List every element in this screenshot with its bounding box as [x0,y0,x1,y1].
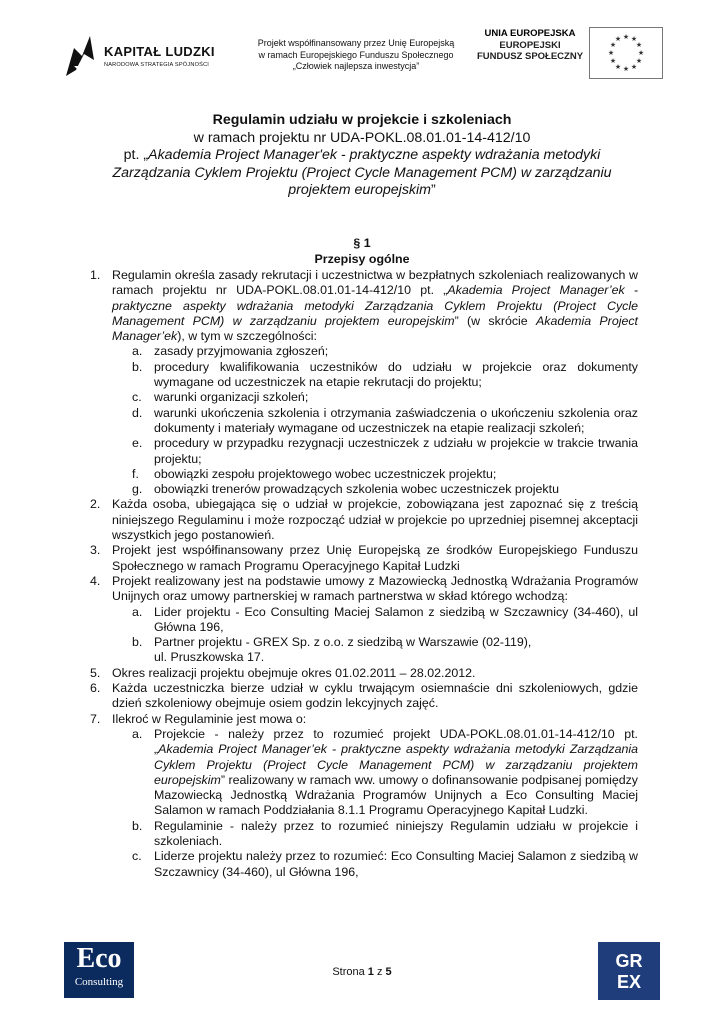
cofinancing-note [236,38,476,73]
svg-text:★: ★ [637,50,645,57]
sub-text: procedury w przypadku rezygnacji uczestniczek z udziału w projekcie w trakcie trwania projektu; [154,436,638,466]
sub-item [80,360,638,391]
list-item [80,543,638,574]
sub-item [80,344,638,359]
sub-letter: a. [132,604,143,619]
sub-item [80,605,638,636]
page-total: 5 [385,966,392,978]
cofinancing-line: Projekt współfinansowany przez Unię Europejską [257,38,455,48]
regulations-body [80,268,638,880]
sub-letter: e. [132,436,143,451]
list-item [80,497,638,543]
item-text: Regulamin określa zasady rekrutacji i uczestnictwa w bezpłatnych szkoleniach realizowanych w ramach projektu nr UDA-POKL.08.01.01-14-412/10 pt. „ [112,268,638,298]
sub-letter: c. [132,390,142,405]
item-text: Projekt jest współfinansowany przez Unię Europejską ze środków Europejskiego Funduszu Społecznego w ramach Programu Operacyjnego Kapitał Ludzki [112,543,638,573]
sub-text: ” realizowany w ramach ww. umowy o dofinansowanie podpisanej pomiędzy Mazowiecką Jednostką Wdrażania Programów Unijnych a Eco Consulting Maciej Salamon w ramach Poddziałania 8.1.1 Programu Operacyjnego Kapitał Ludzki. [154,772,638,818]
sub-letter: c. [132,849,142,864]
eu-text [474,28,586,63]
sub-text: obowiązki trenerów prowadzących szkolenia wobec uczestniczek projektu [154,482,559,497]
title-italic: projektem europejskim [288,182,431,198]
cofinancing-line: w ramach Europejskiego Funduszu Społecznego [258,49,454,60]
sub-item [80,819,638,850]
page-current: 1 [367,966,374,978]
item-number: 7. [90,711,101,726]
sub-item [80,406,638,437]
sub-letter: f. [132,466,139,481]
title-project-number: w ramach projektu nr UDA-POKL.08.01.01-14-412/10 [193,129,531,146]
svg-text:★: ★ [635,58,643,65]
section-number: § 1 [353,236,371,250]
svg-text:★: ★ [635,42,643,49]
item-text: ” (w skrócie [454,313,536,328]
svg-text:★: ★ [630,36,638,43]
svg-text:★: ★ [609,42,617,49]
sub-letter: b. [132,359,143,374]
sub-item [80,482,638,497]
svg-text:★: ★ [614,64,622,71]
item-number: 6. [90,681,101,696]
sub-letter: d. [132,405,143,420]
item-text-italic: Akademia Project Manager’ek - praktyczne aspekty wdrażania metodyki Zarządzania Cyklem Projektu (Project Cycle Management PCM) w zarządzaniu projektem europejskim [112,283,638,328]
sub-text: warunki organizacji szkoleń; [154,390,309,405]
eu-line: UNIA EUROPEJSKA [484,28,576,39]
item-number: 5. [90,665,101,680]
title-line: Regulamin udziału w projekcie i szkoleniach [212,112,512,128]
grex-logo [598,942,660,1000]
sub-letter: b. [132,635,143,650]
title-italic: Akademia Project Manager'ek - praktyczne aspekty wdrażania metodyki [148,147,601,163]
svg-text:★: ★ [622,34,630,41]
sub-letter: g. [132,482,143,497]
svg-text:★: ★ [607,50,615,57]
title-project-name-cont [60,165,664,183]
title-project-name-end [60,182,664,200]
kapital-ludzki-subtitle: NARODOWA STRATEGIA SPÓJNOŚCI [104,62,210,68]
sub-item [80,727,638,819]
sub-text: Regulaminie - należy przez to rozumieć niniejszy Regulamin udziału w projekcie i szkoleniach. [154,818,638,848]
item-number: 1. [90,268,101,282]
grex-logo-top: GR [615,951,643,971]
section-heading: Przepisy ogólne [314,251,410,266]
title-quote-open: pt. „ [123,147,149,163]
sub-text: Liderze projektu należy przez to rozumieć: Eco Consulting Maciej Salamon z siedzibą w Szczawnicy (34-460), ul Główna 196, [154,849,638,879]
kapital-ludzki-logo [60,28,230,84]
sub-text: warunki ukończenia szkolenia i otrzymania zaświadczenia o ukończeniu szkolenia oraz dokumenty i materiały wymagane od uczestniczek na etapie realizacji szkoleń; [154,405,638,435]
page-prefix: Strona [332,966,368,978]
item-text-italic: Akademia Project Manager’ek [112,313,638,344]
list-item [80,268,638,344]
document-title [60,112,664,200]
esf-line: EUROPEJSKI [499,39,561,51]
title-quote-close: ” [431,182,436,198]
item-number: 2. [90,497,101,512]
title-project-name [60,147,664,165]
list-item [80,712,638,727]
svg-text:★: ★ [630,64,638,71]
sub-item [80,436,638,467]
sub-text: obowiązki zespołu projektowego wobec uczestniczek projektu; [154,466,497,481]
sub-item [80,635,638,650]
svg-text:★: ★ [622,66,630,73]
sub-letter: a. [132,344,143,359]
eco-logo-subtext: Consulting [74,976,124,988]
sub-letter: b. [132,818,143,833]
list-item [80,574,638,605]
sub-item [80,849,638,880]
kapital-ludzki-emblem-icon [60,30,100,80]
svg-text:★: ★ [614,36,622,43]
sub-letter: a. [132,726,143,741]
item-text: Okres realizacji projektu obejmuje okres 01.02.2011 – 28.02.2012. [112,665,476,680]
sub-text: zasady przyjmowania zgłoszeń; [154,344,329,359]
list-item [80,666,638,681]
sub-item [80,467,638,482]
sub-text: Projekcie - należy przez to rozumieć projekt UDA-POKL.08.01.01-14-412/10 pt. „ [154,726,638,757]
sub-item-continuation: ul. Pruszkowska 17. [154,650,265,665]
list-item [80,681,638,712]
item-number: 4. [90,573,101,588]
item-text: Każda osoba, ubiegająca się o udział w projekcie, zobowiązana jest zapoznać się z treścią niniejszego Regulaminu i może rozpocząć udział w projekcie po uprzedniej pisemnej akceptacji wszystkich jego postanowień. [112,497,638,543]
cofinancing-slogan: „Człowiek najlepsza inwestycja” [292,61,420,71]
item-text: Ilekroć w Regulaminie jest mowa o: [112,711,307,726]
eu-flag-icon [589,27,663,79]
sub-item [80,390,638,405]
item-text: Każda uczestniczka bierze udział w cyklu trwającym osiemnaście dni szkoleniowych, gdzie dzień szkoleniowy obejmuje osiem godzin lekcyjnych zajęć. [112,681,638,711]
title-italic: Zarządzania Cyklem Projektu (Project Cycle Management PCM) w zarządzaniu [112,164,612,181]
esf-line: FUNDUSZ SPOŁECZNY [476,51,584,62]
section-header [60,236,664,267]
document-header [0,22,724,92]
sub-text: Partner projektu - GREX Sp. z o.o. z siedzibą w Warszawie (02-119), [154,635,532,650]
svg-text:★: ★ [609,58,617,65]
sub-text: procedury kwalifikowania uczestników do udziału w projekcie oraz dokumenty wymagane od uczestniczek na etapie rekrutacji do projektu; [154,359,638,390]
item-text: Projekt realizowany jest na podstawie umowy z Mazowiecką Jednostką Wdrażania Programów Unijnych oraz umowy partnerskiej w ramach partnerstwa w skład którego wchodzą: [112,573,638,604]
item-number: 3. [90,543,101,558]
sub-text-italic: Akademia Project Manager’ek - praktyczne aspekty wdrażania metodyki Zarządzania Cyklem Projektu (Project Cycle Management PCM) w zarządzaniu projektem europejskim [154,742,638,787]
eco-logo-text: Eco [76,943,122,974]
grex-logo-bottom: EX [616,972,642,992]
kapital-ludzki-name: KAPITAŁ LUDZKI [104,44,215,59]
item-text: ), w tym w szczególności: [177,329,317,344]
page-separator: z [373,966,386,978]
sub-text: Lider projektu - Eco Consulting Maciej Salamon z siedzibą w Szczawnicy (34-460), ul Główna 196, [154,604,638,634]
